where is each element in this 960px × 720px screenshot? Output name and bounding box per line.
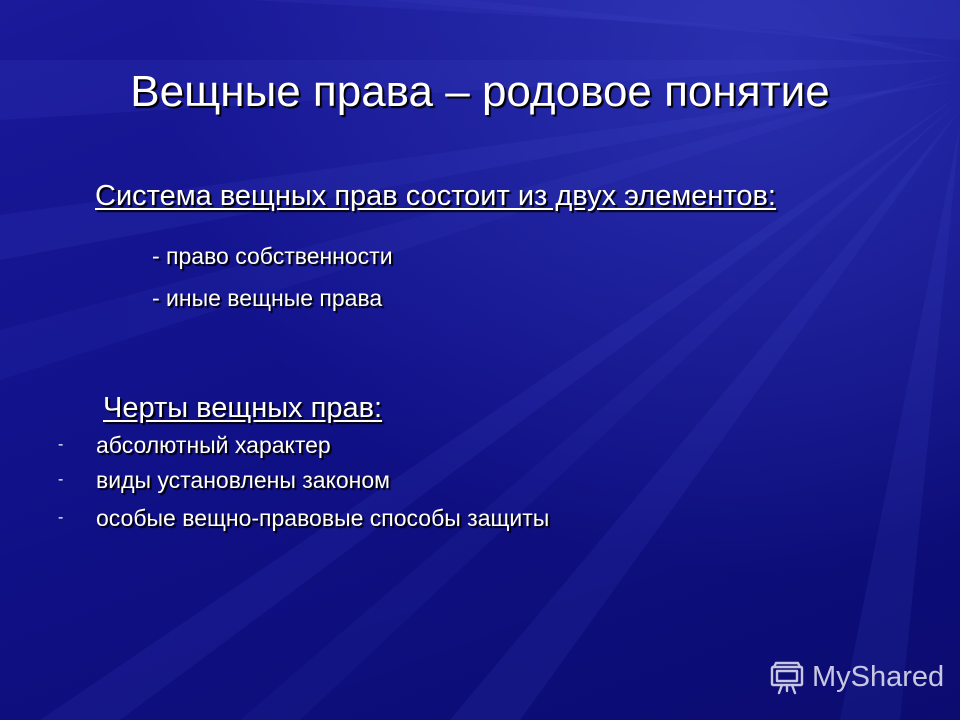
system-section-heading: Система вещных прав состоит из двух элементов: [95, 180, 776, 212]
feature-list-item [0, 430, 700, 460]
watermark-text: MyShared [812, 661, 945, 693]
feature-text: особые вещно-правовые способы защиты [96, 505, 550, 531]
bullet-dash: - [58, 436, 64, 453]
slide-title: Вещные права – родовое понятие [130, 67, 830, 116]
watermark [768, 655, 948, 699]
features-section-heading: Черты вещных прав: [103, 392, 383, 424]
presentation-board-icon [768, 658, 806, 696]
feature-list-item [0, 465, 700, 495]
system-element-ownership: - право собственности [152, 243, 393, 269]
feature-text: абсолютный характер [96, 432, 331, 458]
bullet-dash: - [58, 509, 64, 526]
system-element-other-rights: - иные вещные права [152, 285, 383, 311]
bullet-dash: - [58, 471, 64, 488]
feature-text: виды установлены законом [96, 467, 390, 493]
feature-list-item [0, 503, 700, 533]
